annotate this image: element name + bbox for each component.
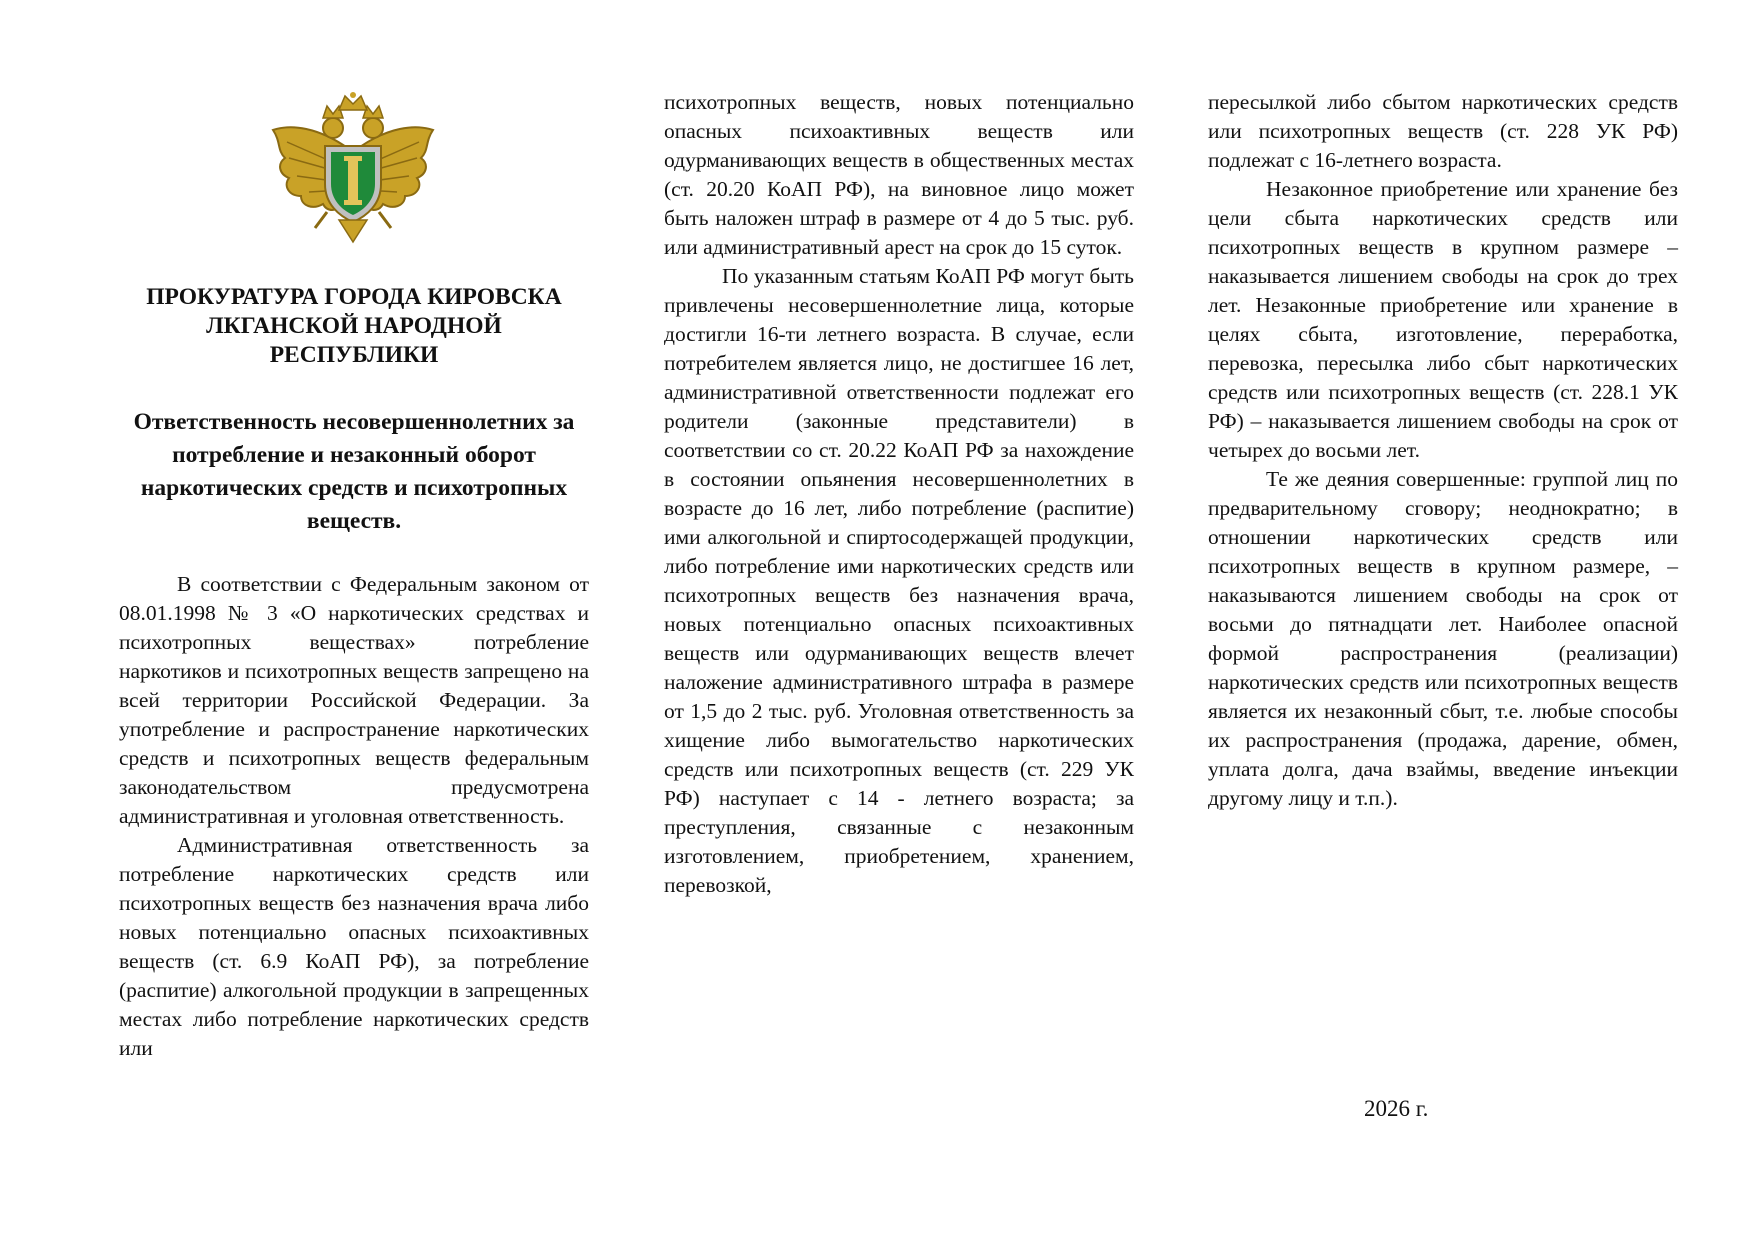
paragraph: В соответствии с Федеральным законом от 08.01.1998 № 3 «О наркотических средствах и психотропных веществах» потребление наркотиков и психотропных веществ запрещено на всей территории Российской Федерации. За употребление и распространение наркотических средств и психотропных веществ федеральным законодательством предусмотрена административная и уголовная ответственность. <box>119 572 589 828</box>
paragraph: Незаконное приобретение или хранение без цели сбыта наркотических средств или психотропных веществ в крупном размере – наказывается лишением свободы на срок до трех лет. Незаконные приобретение или хранение в целях сбыта, изготовление, переработка, перевозка, пересылка либо сбыт наркотических средств или психотропных веществ (ст. 228.1 УК РФ) – наказывается лишением свободы на срок от четырех до восьми лет. <box>1208 177 1678 462</box>
paragraph: Административная ответственность за потребление наркотических средств или психотропных веществ без назначения врача либо новых потенциально опасных психоактивных веществ (ст. 6.9 КоАП РФ), за потребление (распитие) алкогольной продукции в запрещенных местах либо потребление наркотических средств или <box>119 833 589 1060</box>
paragraph: По указанным статьям КоАП РФ могут быть привлечены несовершеннолетние лица, которые достигли 16-ти летнего возраста. В случае, если потребителем является лицо, не достигшее 16 лет, административной ответственности подлежат его родители (законные представители) в соответствии со ст. 20.22 КоАП РФ за нахождение в состоянии опьянения несовершеннолетних в возрасте до 16 лет, либо потребление (распитие) ими алкогольной и спиртосодержащей продукции, либо потребление ими наркотических средств или психотропных веществ без назначения врача, новых потенциально опасных психоактивных веществ или одурманивающих веществ влечет наложение административного штрафа в размере от 1,5 до 2 тыс. руб. Уголовная ответственность за хищение либо вымогательство наркотических средств или психотропных веществ (ст. 229 УК РФ) наступает с 14 - летнего возраста; за преступления, связанные с незаконным изготовлением, приобретением, хранением, перевозкой, <box>664 264 1134 897</box>
paragraph: психотропных веществ, новых потенциально опасных психоактивных веществ или одурманивающих веществ в общественных местах (ст. 20.20 КоАП РФ), на виновное лицо может быть наложен штраф в размере от 4 до 5 тыс. руб. или административный арест на срок до 15 суток. <box>664 90 1134 259</box>
paragraph: Те же деяния совершенные: группой лиц по предварительному сговору; неоднократно; в отношении наркотических средств или психотропных веществ в крупном размере, – наказываются лишением свободы на срок от восьми до пятнадцати лет. Наиболее опасной формой распространения (реализации) наркотических средств или психотропных веществ является их незаконный сбыт, т.е. любые способы их распространения (продажа, дарение, обмен, уплата долга, дача взаймы, введение инъекции другому лицу и т.п.). <box>1208 467 1678 810</box>
column-3 <box>1208 88 1678 813</box>
leaflet-subject-title: Ответственность несовершеннолетних за потребление и незаконный оборот наркотических средств и психотропных веществ. <box>133 409 575 534</box>
organization-title: ПРОКУРАТУРА ГОРОДА КИРОВСКА ЛКГАНСКОЙ НАРОДНОЙ РЕСПУБЛИКИ <box>146 284 562 368</box>
publication-year: 2026 г. <box>1364 1096 1429 1121</box>
column-1 <box>119 570 589 1063</box>
prosecutor-emblem-icon <box>267 92 439 250</box>
paragraph: пересылкой либо сбытом наркотических средств или психотропных веществ (ст. 228 УК РФ) подлежат с 16-летнего возраста. <box>1208 90 1678 172</box>
column-2 <box>664 88 1134 900</box>
